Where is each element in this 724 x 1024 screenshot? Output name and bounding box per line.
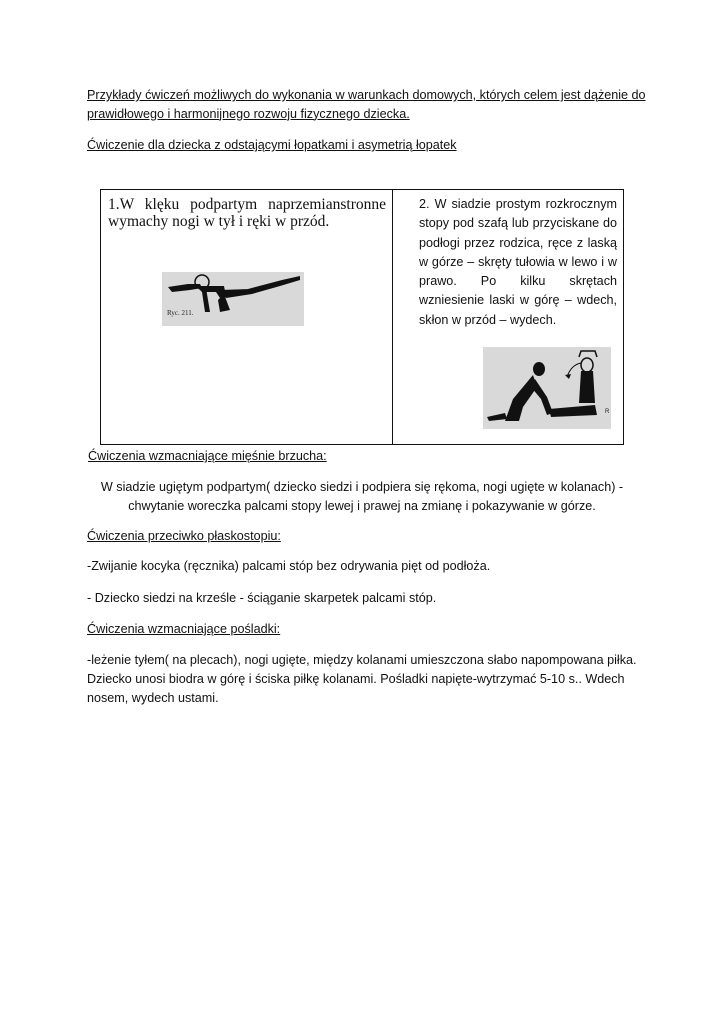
heading-abdominal-exercises: Ćwiczenia wzmacniające mięśnie brzucha: — [88, 449, 327, 463]
exercise-2-text: 2. W siadzie prostym rozkrocznym stopy pod szafą lub przyciskane do podłogi przez rodzica, ręce z laską w górze – skręty tułowia w lewo i w prawo. Po kilku skrętach wzniesienie laski w górę – wdech, skłon w przód – wydech. — [419, 197, 617, 327]
table-divider — [392, 190, 393, 444]
exercise-table — [100, 189, 624, 445]
flatfoot-item-2: - Dziecko siedzi na krześle - ściąganie skarpetek palcami stóp. — [87, 591, 437, 605]
flatfoot-item-1: -Zwijanie kocyka (ręcznika) palcami stóp bez odrywania pięt od podłoża. — [87, 559, 491, 573]
intro-paragraph: Przykłady ćwiczeń możliwych do wykonania w warunkach domowych, których celem jest dążenie do prawidłowego i harmonijnego rozwoju fizycznego dziecka. — [87, 88, 646, 121]
figure-2-caption: R — [605, 409, 610, 415]
exercise-1-text: 1.W klęku podpartym naprzemianstronne wymachy nogi w tył i ręki w przód. — [108, 196, 386, 230]
kneeling-exercise-illustration — [162, 272, 304, 326]
abdominal-exercise-text: W siadzie ugiętym podpartym( dziecko siedzi i podpiera się rękoma, nogi ugięte w kolanach) - chwytanie woreczka palcami stopy lewej i prawej na zmianę i pokazywanie w górze. — [100, 480, 624, 513]
heading-scapula-exercise: Ćwiczenie dla dziecka z odstającymi łopatkami i asymetrią łopatek — [87, 138, 457, 152]
seated-stick-exercise-illustration — [483, 347, 611, 429]
heading-flatfoot-exercises: Ćwiczenia przeciwko płaskostopiu: — [87, 529, 281, 543]
figure-1-caption: Ryc. 211. — [167, 309, 194, 317]
glutes-exercise-text: -leżenie tyłem( na plecach), nogi ugięte, między kolanami umieszczona słabo napompowana piłka. Dziecko unosi biodra w górę i ściska piłkę kolanami. Pośladki napięte-wytrzymać 5-10 s.. Wdech nosem, wydech ustami. — [87, 653, 637, 705]
heading-glutes-exercises: Ćwiczenia wzmacniające pośladki: — [87, 622, 281, 636]
